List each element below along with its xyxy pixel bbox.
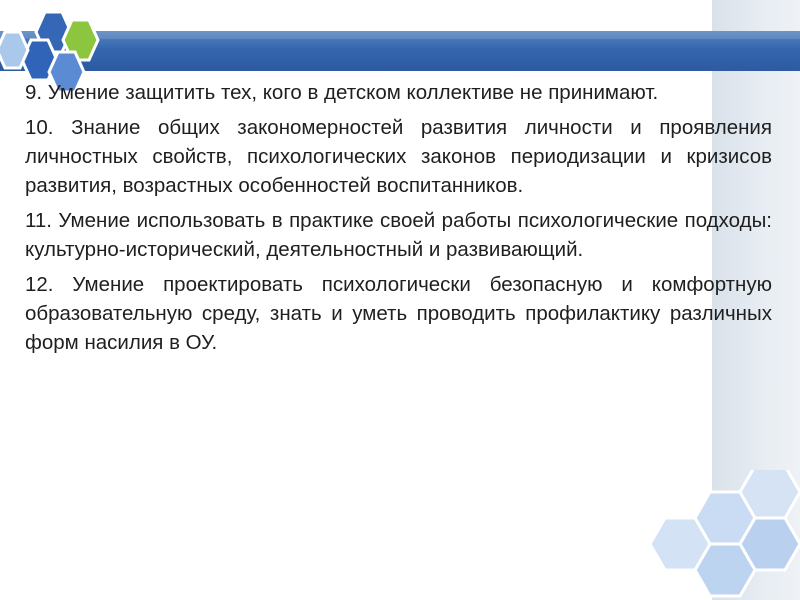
header-band-sheen [0, 31, 800, 39]
list-item: 12. Умение проектировать психологически безопасную и комфортную образовательную среду, знать и уметь проводить профилактику различных форм насилия в ОУ. [25, 273, 772, 354]
slide-content [25, 78, 772, 363]
list-item: 10. Знание общих закономерностей развития личности и проявления личностных свойств, психологических законов периодизации и кризисов развития, возрастных особенностей воспитанников. [25, 116, 772, 197]
hexagon-pattern-icon [640, 470, 800, 600]
list-item: 9. Умение защитить тех, кого в детском коллективе не принимают. [25, 81, 659, 104]
list-item: 11. Умение использовать в практике своей работы психологические подходы: культурно-исторический, деятельностный и развивающий. [25, 209, 772, 261]
